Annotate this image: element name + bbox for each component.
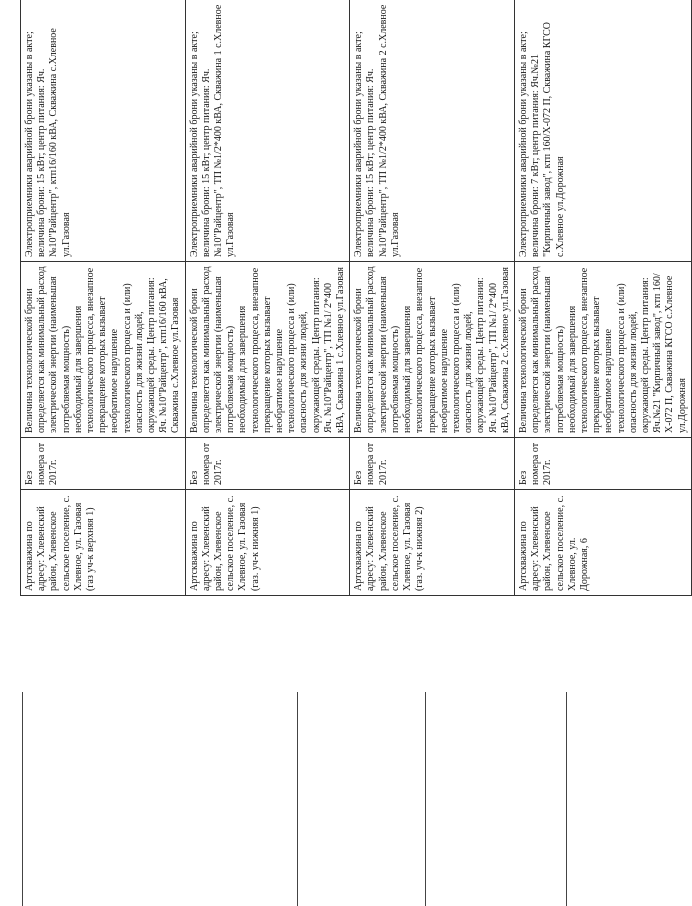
rule-line <box>22 692 23 906</box>
rule-line <box>566 692 567 906</box>
emergency-reserve-cell: Электроприемники аварийной брони указаны в акте; величина брони: 15 кВт; центр питания: Яч. №10"Райцентр", ТП №1/2*400 кВА, Скважина 1 с.Хлевное ул.Газовая <box>185 0 350 262</box>
object-cell: Артскважина по адресу: Хлевенский район, Хлевенское сельское поселение, с. Хлевное, ул. Газовая (газ. уч-к нижняя 2) <box>350 490 515 596</box>
rule-line <box>425 692 426 906</box>
table-row <box>514 0 691 596</box>
date-cell: Без номера от 2017г. <box>350 438 515 490</box>
table-row <box>185 0 350 596</box>
reservation-table <box>20 0 692 596</box>
object-cell: Артскважина по адресу: Хлевенский район, Хлевенское сельское поселение, с. Хлевное, ул. Дорожная, 6 <box>514 490 691 596</box>
tech-reserve-cell: Величина технологической брони определяется как минимальный расход электрической энергии (наименьшая потребляемая мощность) необходимый для завершения технологического процесса, внезапное прекращение которых вызывает необратимое нарушение технологического процесса и (или) опасность для жизни людей, окружающей среды. Центр питания: Яч.№21 "Кирпичный завод", ктп 160/Х-072 П, Скважина КГСО с.Хлевное ул.Дорожная <box>514 262 691 438</box>
tech-reserve-cell: Величина технологической брони определяется как минимальный расход электрической энергии (наименьшая потребляемая мощность) необходимый для завершения технологического процесса, внезапное прекращение которых вызывает необратимое нарушение технологического процесса и (или) опасность для жизни людей, окружающей среды. Центр питания: Яч. №10"Райцентр", ТП №1/ 2*400 кВА, Скважина 1 с.Хлевное ул.Газовая <box>185 262 350 438</box>
emergency-reserve-cell: Электроприемники аварийной брони указаны в акте; величина брони: 7 кВт; центр питания: Яч.№21 "Кирпичный завод", ктп 160/Х-072 П, Скважина КГСО с.Хлевное ул.Дорожная <box>514 0 691 262</box>
date-cell: Без номера от 2017г. <box>21 438 186 490</box>
rule-line <box>297 692 298 906</box>
tech-reserve-cell: Величина технологической брони определяется как минимальный расход электрической энергии (наименьшая потребляемая мощность) необходимый для завершения технологического процесса, внезапное прекращение которых вызывает необратимое нарушение технологического процесса и (или) опасность для жизни людей, окружающей среды. Центр питания: Яч. №10"Райцентр", ктп16/160 кВА, Скважина с.Хлевное ул.Газовая <box>21 262 186 438</box>
object-cell: Артскважина по адресу: Хлевенский район, Хлевенское сельское поселение, с. Хлевное, ул. Газовая (газ. уч-к нижняя 1) <box>185 490 350 596</box>
table-row <box>350 0 515 596</box>
date-cell: Без номера от 2017г. <box>185 438 350 490</box>
date-cell: Без номера от 2017г. <box>514 438 691 490</box>
table-row <box>21 0 186 596</box>
emergency-reserve-cell: Электроприемники аварийной брони указаны в акте; величина брони: 15 кВт; центр питания: Яч. №10"Райцентр", ктп16/160 кВА, Скважина с.Хлевное ул.Газовая <box>21 0 186 262</box>
tech-reserve-cell: Величина технологической брони определяется как минимальный расход электрической энергии (наименьшая потребляемая мощность) необходимый для завершения технологического процесса, внезапное прекращение которых вызывает необратимое нарушение технологического процесса и (или) опасность для жизни людей, окружающей среды. Центр питания: Яч. №10"Райцентр", ТП №1/ 2*400 кВА, Скважина 2 с.Хлевное ул.Газовая <box>350 262 515 438</box>
emergency-reserve-cell: Электроприемники аварийной брони указаны в акте; величина брони: 15 кВт; центр питания: Яч. №10"Райцентр", ТП №1/2*400 кВА, Скважина 2 с.Хлевное ул.Газовая <box>350 0 515 262</box>
object-cell: Артскважина по адресу: Хлевенский район, Хлевенское сельское поселение, с. Хлевное, ул. Газовая (газ уч-к верхняя 1) <box>21 490 186 596</box>
